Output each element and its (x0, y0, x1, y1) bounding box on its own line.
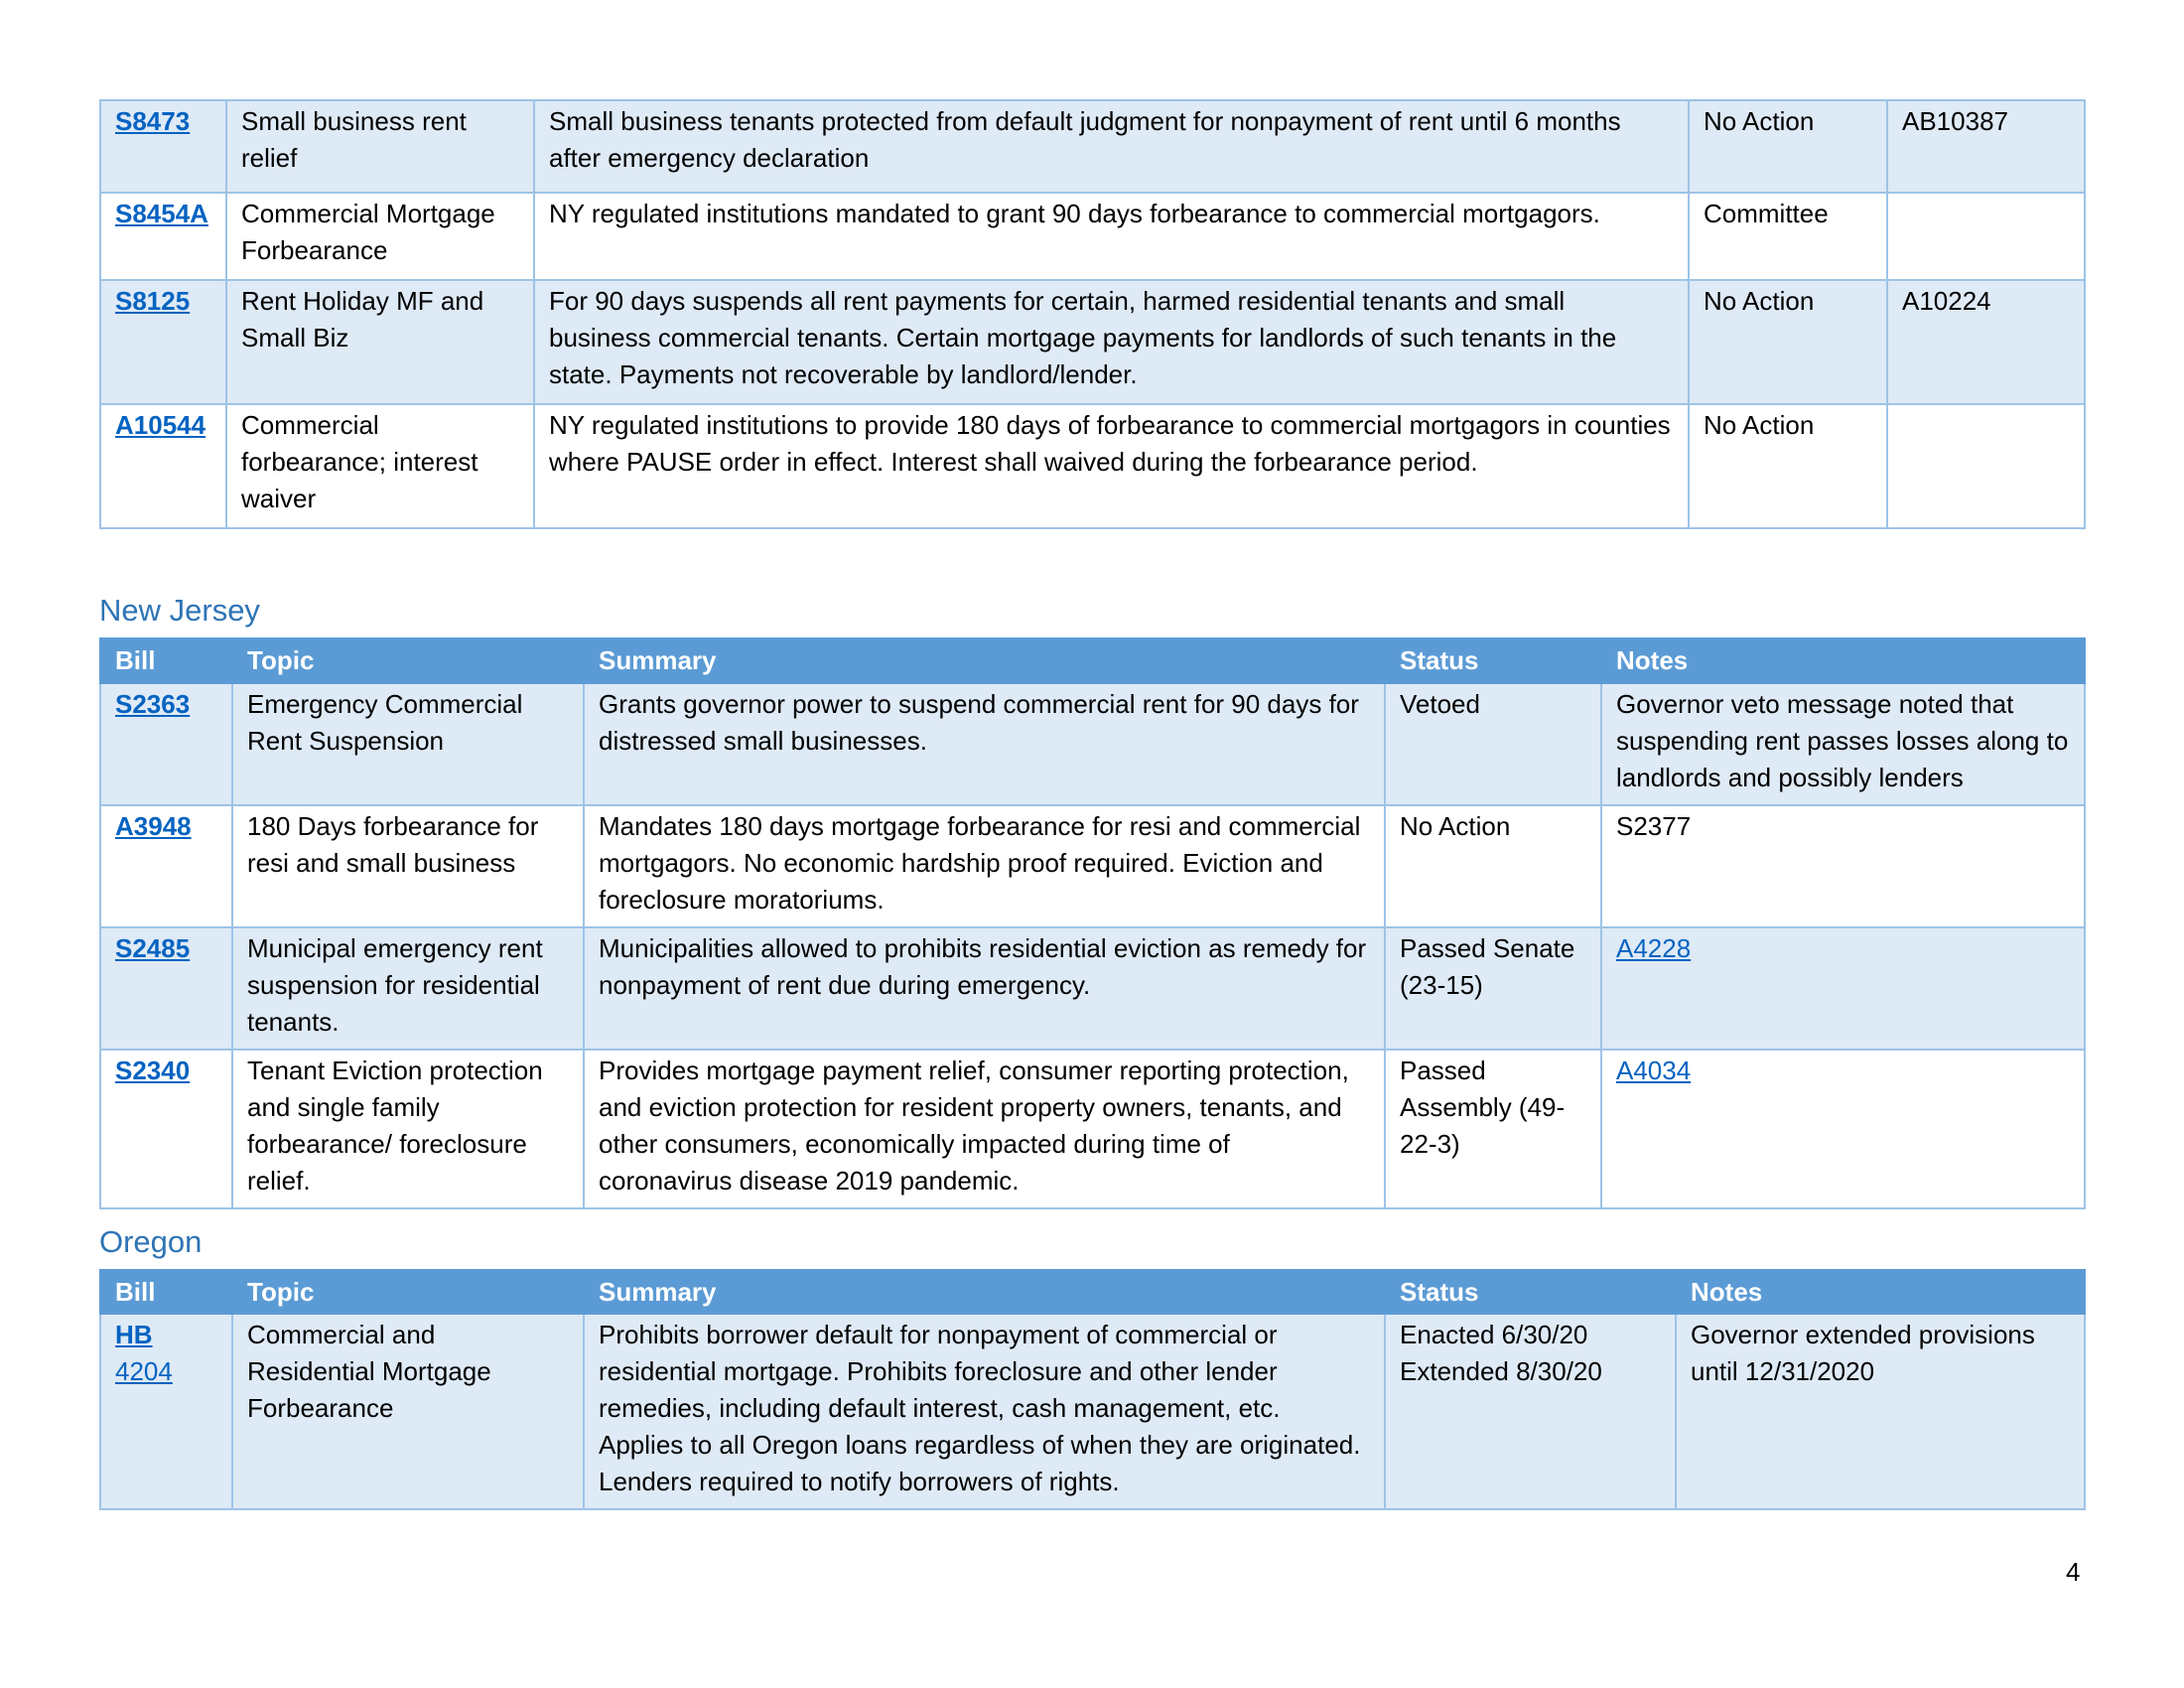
topic-cell: Commercial Mortgage Forbearance (226, 193, 534, 280)
summary-cell: For 90 days suspends all rent payments for certain, harmed residential tenants and small business commercial tenants. Certain mortgage payments for landlords of such tenants in the state. Payments not recoverable by landlord/lender. (534, 280, 1689, 404)
bill-cell (100, 1314, 232, 1509)
bill-cell (100, 193, 226, 280)
summary-cell: Prohibits borrower default for nonpayment of commercial or residential mortgage. Prohibits foreclosure and other lender remedies, including default interest, cash management, etc. Applies to all Oregon loans regardless of when they are originated. Lenders required to notify borrowers of rights. (584, 1314, 1385, 1509)
summary-cell: Grants governor power to suspend commercial rent for 90 days for distressed small businesses. (584, 683, 1385, 805)
table-row (100, 1314, 2085, 1509)
summary-cell: Mandates 180 days mortgage forbearance for resi and commercial mortgagors. No economic hardship proof required. Eviction and foreclosure moratoriums. (584, 805, 1385, 927)
page-number: 4 (2066, 1557, 2081, 1587)
header-bill: Bill (100, 1270, 232, 1314)
bill-cell (100, 805, 232, 927)
status-cell: Passed Senate (23-15) (1385, 927, 1601, 1050)
header-topic: Topic (232, 638, 584, 683)
table-row (100, 683, 2085, 805)
status-cell: Passed Assembly (49-22-3) (1385, 1050, 1601, 1208)
topic-cell: Emergency Commercial Rent Suspension (232, 683, 584, 805)
topic-cell: Commercial forbearance; interest waiver (226, 404, 534, 528)
section-title-oregon: Oregon (99, 1224, 203, 1259)
notes-cell: Governor veto message noted that suspending rent passes losses along to landlords and possibly lenders (1601, 683, 2085, 805)
status-cell: No Action (1689, 280, 1887, 404)
bill-link[interactable]: S2363 (115, 689, 191, 719)
header-summary: Summary (584, 1270, 1385, 1314)
bill-cell (100, 280, 226, 404)
summary-cell: Municipalities allowed to prohibits residential eviction as remedy for nonpayment of rent due during emergency. (584, 927, 1385, 1050)
bill-link[interactable]: S8125 (115, 286, 191, 316)
table-row (100, 1050, 2085, 1208)
bill-number: 4204 (115, 1356, 173, 1386)
status-extended: Extended 8/30/20 (1400, 1356, 1602, 1386)
related-bill-link[interactable]: A4034 (1616, 1055, 1692, 1085)
table-header-row (100, 1270, 2085, 1314)
status-enacted: Enacted 6/30/20 (1400, 1320, 1588, 1349)
bill-link[interactable] (115, 1320, 173, 1386)
status-cell: Vetoed (1385, 683, 1601, 805)
bill-link[interactable]: S8473 (115, 106, 191, 136)
topic-cell: Tenant Eviction protection and single family forbearance/ foreclosure relief. (232, 1050, 584, 1208)
bill-link[interactable]: S2340 (115, 1055, 191, 1085)
related-bill-link[interactable]: A4228 (1616, 933, 1692, 963)
summary-cell: Small business tenants protected from default judgment for nonpayment of rent until 6 months after emergency declaration (534, 100, 1689, 193)
header-summary: Summary (584, 638, 1385, 683)
bill-link[interactable]: A3948 (115, 811, 192, 841)
summary-cell: NY regulated institutions mandated to grant 90 days forbearance to commercial mortgagors. (534, 193, 1689, 280)
notes-cell: AB10387 (1887, 100, 2085, 193)
bill-link[interactable]: S8454A (115, 199, 208, 228)
status-cell: No Action (1385, 805, 1601, 927)
table-row (100, 404, 2085, 528)
header-status: Status (1385, 1270, 1676, 1314)
table-row (100, 280, 2085, 404)
bill-cell (100, 1050, 232, 1208)
topic-cell: Rent Holiday MF and Small Biz (226, 280, 534, 404)
summary-cell: Provides mortgage payment relief, consumer reporting protection, and eviction protection for resident property owners, tenants, and other consumers, economically impacted during time of coronavirus disease 2019 pandemic. (584, 1050, 1385, 1208)
bill-cell (100, 927, 232, 1050)
topic-cell: Commercial and Residential Mortgage Forbearance (232, 1314, 584, 1509)
header-status: Status (1385, 638, 1601, 683)
bill-prefix: HB (115, 1320, 153, 1349)
table-row (100, 927, 2085, 1050)
header-topic: Topic (232, 1270, 584, 1314)
status-cell: Committee (1689, 193, 1887, 280)
table-header-row (100, 638, 2085, 683)
header-notes: Notes (1601, 638, 2085, 683)
summary-cell: NY regulated institutions to provide 180 days of forbearance to commercial mortgagors in counties where PAUSE order in effect. Interest shall waived during the forbearance period. (534, 404, 1689, 528)
notes-cell (1887, 193, 2085, 280)
status-cell: No Action (1689, 404, 1887, 528)
notes-cell (1601, 927, 2085, 1050)
header-notes: Notes (1676, 1270, 2085, 1314)
nj-bills-table (99, 637, 2086, 1209)
bill-cell (100, 404, 226, 528)
table-row (100, 193, 2085, 280)
oregon-bills-table (99, 1269, 2086, 1510)
header-bill: Bill (100, 638, 232, 683)
topic-cell: 180 Days forbearance for resi and small business (232, 805, 584, 927)
status-cell: No Action (1689, 100, 1887, 193)
status-cell (1385, 1314, 1676, 1509)
table-row (100, 100, 2085, 193)
table-row (100, 805, 2085, 927)
notes-cell: A10224 (1887, 280, 2085, 404)
notes-cell: S2377 (1601, 805, 2085, 927)
topic-cell: Municipal emergency rent suspension for residential tenants. (232, 927, 584, 1050)
bill-link[interactable]: A10544 (115, 410, 206, 440)
topic-cell: Small business rent relief (226, 100, 534, 193)
bill-cell (100, 683, 232, 805)
section-title-new-jersey: New Jersey (99, 593, 260, 628)
notes-cell (1601, 1050, 2085, 1208)
bill-cell (100, 100, 226, 193)
bill-link[interactable]: S2485 (115, 933, 191, 963)
notes-cell (1887, 404, 2085, 528)
notes-cell: Governor extended provisions until 12/31/2020 (1676, 1314, 2085, 1509)
ny-bills-table (99, 99, 2086, 529)
